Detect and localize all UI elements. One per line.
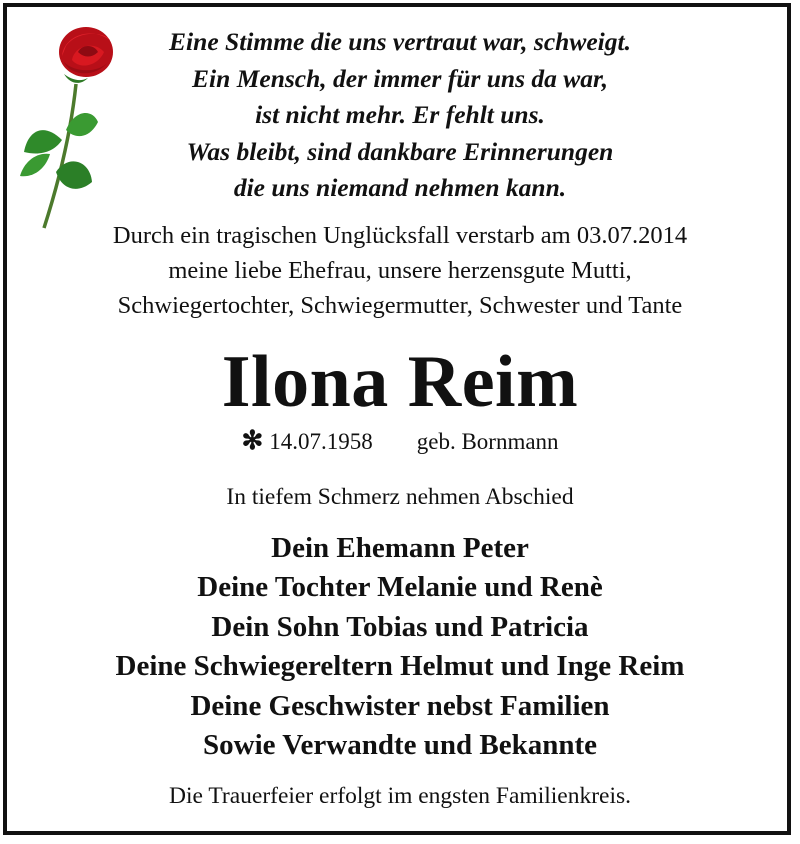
announcement-line: Durch ein tragischen Unglücksfall verstarb am 03.07.2014 (112, 222, 688, 249)
poem-line: die uns niemand nehmen kann. (233, 173, 567, 202)
announcement-line: meine liebe Ehefrau, unsere herzensgute Mutti, (168, 257, 632, 284)
funeral-note: Die Trauerfeier erfolgt im engsten Familienkreis. (168, 783, 632, 809)
deceased-name: Ilona Reim (221, 341, 579, 423)
farewell-line: In tiefem Schmerz nehmen Abschied (226, 484, 574, 510)
mourners-list (0, 529, 800, 765)
poem-line: Was bleibt, sind dankbare Erinnerungen (186, 136, 614, 166)
mourner-entry: Dein Sohn Tobias und Patricia (211, 610, 589, 643)
birth-date: 14.07.1958 (269, 429, 373, 454)
memorial-poem (100, 24, 700, 207)
poem-line: Ein Mensch, der immer für uns da war, (192, 63, 608, 93)
mourner-entry: Sowie Verwandte und Bekannte (203, 729, 597, 762)
life-dates (0, 426, 800, 457)
announcement-line: Schwiegertochter, Schwiegermutter, Schwester und Tante (117, 292, 683, 319)
poem-line: ist nicht mehr. Er fehlt uns. (255, 100, 545, 129)
death-announcement (0, 218, 800, 323)
mourner-entry: Dein Ehemann Peter (271, 532, 529, 564)
mourner-entry: Deine Geschwister nebst Familien (190, 689, 610, 722)
mourner-entry: Deine Tochter Melanie und Renè (197, 571, 603, 604)
maiden-name: geb. Bornmann (416, 429, 559, 454)
mourner-entry: Deine Schwiegereltern Helmut und Inge Reim (115, 650, 685, 683)
birth-star-icon: ✻ (241, 426, 264, 455)
poem-line: Eine Stimme die uns vertraut war, schweigt. (169, 27, 631, 56)
